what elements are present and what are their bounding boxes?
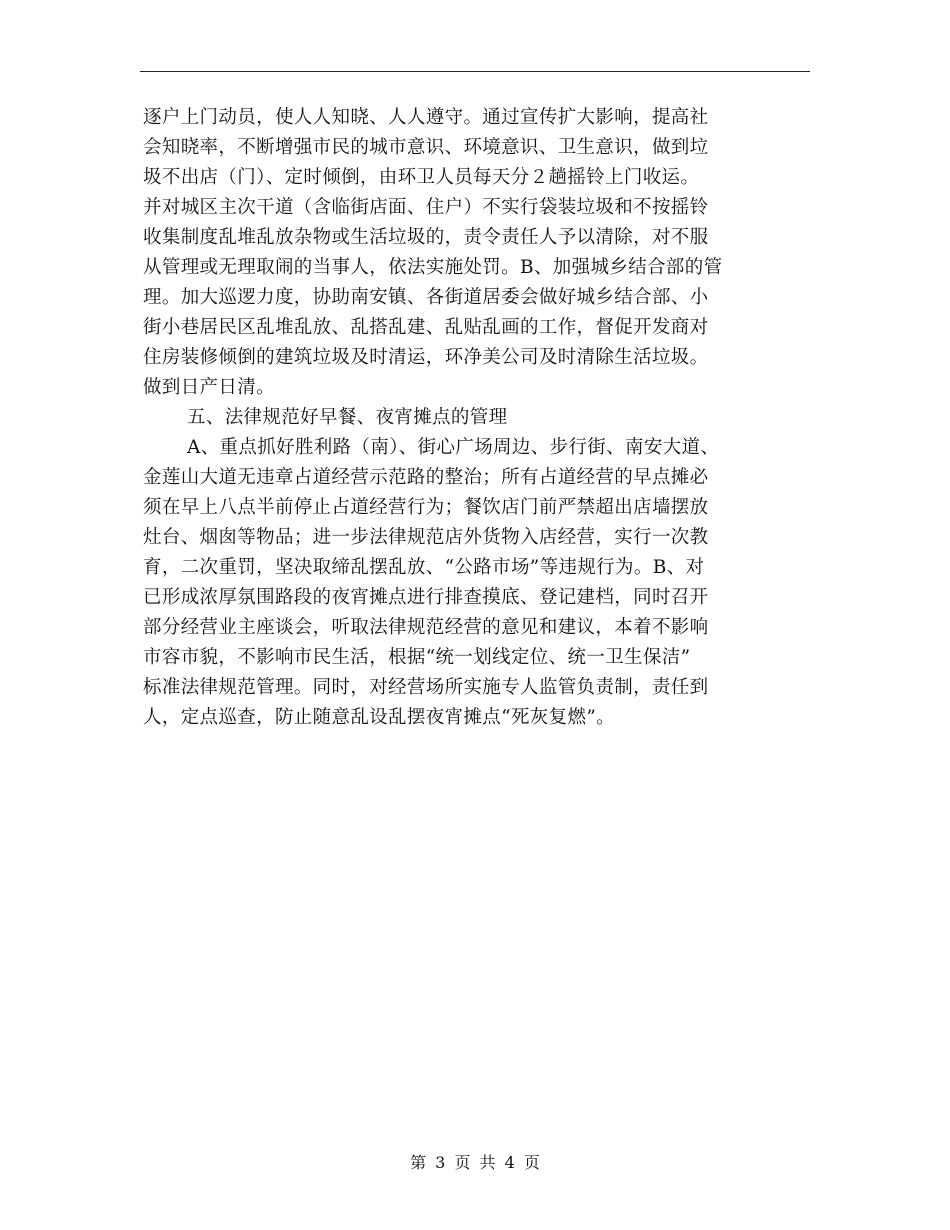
paragraph-line: 会知晓率，不断增强市民的城市意识、环境意识、卫生意识，做到垃 bbox=[143, 137, 709, 158]
paragraph-line: 市容市貌，不影响市民生活，根据“统一划线定位、统一卫生保洁” bbox=[143, 647, 691, 668]
paragraph-line: 圾不出店（门）、定时倾倒，由环卫人员每天分２趟摇铃上门收运。 bbox=[143, 167, 700, 188]
page-number-footer: 第 3 页 共 4 页 bbox=[410, 1153, 540, 1172]
paragraph-line: 住房装修倾倒的建筑垃圾及时清运，环净美公司及时清除生活垃圾。 bbox=[143, 347, 709, 368]
paragraph-line: 部分经营业主座谈会，听取法律规范经营的意见和建议，本着不影响 bbox=[143, 617, 709, 638]
paragraph-line: 育，二次重罚，坚决取缔乱摆乱放、“公路市场”等违规行为。B、对 bbox=[143, 557, 705, 578]
paragraph-line: 收集制度乱堆乱放杂物或生活垃圾的，责令责任人予以清除，对不服 bbox=[143, 227, 709, 248]
paragraph-line: 金莲山大道无违章占道经营示范路的整治；所有占道经营的早点摊必 bbox=[143, 467, 709, 488]
paragraph-line: 并对城区主次干道（含临街店面、住户）不实行袋装垃圾和不按摇铃 bbox=[143, 197, 709, 218]
paragraph-line: 逐户上门动员，使人人知晓、人人遵守。通过宣传扩大影响，提高社 bbox=[143, 107, 709, 128]
paragraph-line: 标准法律规范管理。同时，对经营场所实施专人监管负责制，责任到 bbox=[143, 677, 709, 698]
paragraph-line: 人，定点巡查，防止随意乱设乱摆夜宵摊点“死灰复燃”。 bbox=[143, 707, 616, 728]
paragraph-line: 灶台、烟囱等物品；进一步法律规范店外货物入店经营，实行一次教 bbox=[143, 527, 709, 548]
paragraph-line: 理。加大巡逻力度，协助南安镇、各街道居委会做好城乡结合部、小 bbox=[143, 287, 709, 308]
paragraph-line: 已形成浓厚氛围路段的夜宵摊点进行排查摸底、登记建档，同时召开 bbox=[143, 587, 709, 608]
document-body bbox=[143, 103, 813, 733]
paragraph-line: 须在早上八点半前停止占道经营行为；餐饮店门前严禁超出店墙摆放 bbox=[143, 497, 709, 518]
header-rule bbox=[140, 71, 810, 72]
paragraph-line: 从管理或无理取闹的当事人，依法实施处罚。B、加强城乡结合部的管 bbox=[143, 257, 723, 278]
paragraph-line: 做到日产日清。 bbox=[143, 377, 275, 398]
paragraph-line: 街小巷居民区乱堆乱放、乱搭乱建、乱贴乱画的工作，督促开发商对 bbox=[143, 317, 709, 338]
section-heading: 五、法律规范好早餐、夜宵摊点的管理 bbox=[187, 407, 508, 428]
paragraph-line: A、重点抓好胜利路（南）、街心广场周边、步行街、南安大道、 bbox=[187, 437, 720, 458]
